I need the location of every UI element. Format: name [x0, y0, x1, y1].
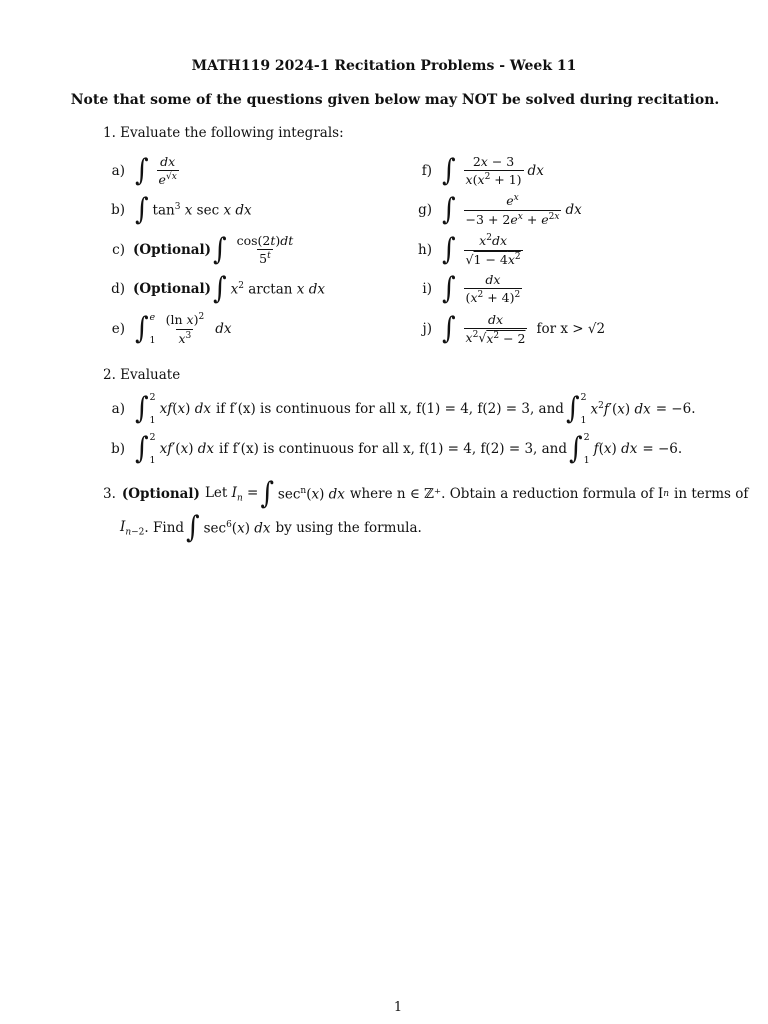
q1-item-g	[410, 191, 582, 229]
fraction: $\frac{dx}{x^2√x^2 - 2}$	[465, 312, 526, 346]
integral-sign: ∫	[569, 431, 583, 467]
q1-item-i	[410, 270, 526, 308]
item-label: a)	[111, 163, 125, 179]
fraction: $\frac{dx}{(x^2 + 4)^2}$	[465, 272, 521, 306]
q1-item-f	[410, 152, 544, 190]
item-label: j)	[422, 321, 432, 337]
definition: Let $I_n$ =	[204, 484, 259, 504]
result: = −6.	[642, 441, 683, 457]
question-2-label: 2. Evaluate	[103, 367, 181, 383]
integral-limits: e 1	[149, 312, 156, 346]
integral-sign: ∫	[442, 192, 456, 228]
q2-item-b	[103, 429, 682, 469]
differential: dx	[215, 321, 232, 337]
item-label: a)	[111, 401, 125, 417]
differential: dx	[527, 163, 544, 179]
differential: dx	[565, 202, 582, 218]
question-1-label: 1. Evaluate the following integrals:	[103, 125, 344, 141]
condition-text: if f′(x) is continuous for all x, f(1) = 4, f(2) = 3, and	[219, 441, 568, 457]
page-title: MATH119 2024-1 Recitation Problems - Week 11	[191, 58, 577, 74]
integrand: $x^2$ arctan x dx	[230, 280, 325, 298]
item-label: c)	[112, 242, 125, 258]
integrand: xf(x) dx	[159, 401, 211, 417]
integral-sign: ∫	[135, 311, 149, 347]
fraction: $\frac{(\ln x)^2}{x^3}$	[165, 312, 205, 346]
note-text: Note that some of the questions given below may NOT be solved during recitation.	[70, 92, 720, 108]
integral-sign: ∫	[135, 153, 149, 189]
item-label: b)	[111, 202, 125, 218]
integral-limits: 2 1	[583, 432, 590, 466]
fraction: $\frac{x^2dx}{√1 - 4x^2}$	[465, 233, 521, 267]
q3-line-1: 3. (Optional) Let $I_n$ = ∫ $\sec^n(x)$ dx where n ∈ ℤ⁺. Obtain a reduction formula of I n in terms of	[103, 476, 749, 512]
integral-sign: ∫	[442, 271, 456, 307]
q1-item-j	[410, 310, 605, 348]
q1-item-h	[410, 231, 527, 269]
reduction-target: $I_{n-2}$	[120, 518, 145, 538]
integral-limits: 2 1	[580, 392, 587, 426]
q1-item-c	[103, 231, 299, 269]
integral-sign: ∫	[135, 192, 149, 228]
optional-tag: (Optional)	[133, 242, 212, 258]
item-label: e)	[111, 321, 125, 337]
q1-item-a	[103, 153, 183, 189]
fraction: $\frac{2x - 3}{x(x^2 + 1)}$	[465, 154, 522, 188]
integral-sign: ∫	[442, 232, 456, 268]
task-text: where n ∈ ℤ⁺. Obtain a reduction formula of I	[349, 486, 664, 502]
optional-tag: (Optional)	[121, 486, 200, 502]
item-label: g)	[418, 202, 432, 218]
result: = −6.	[655, 401, 696, 417]
q1-item-d	[103, 272, 325, 306]
item-label: i)	[422, 281, 432, 297]
find-text: . Find	[144, 520, 185, 536]
integral-limits: 2 1	[149, 392, 156, 426]
q3-line-2	[120, 511, 422, 545]
integral-sign: ∫	[135, 391, 149, 427]
item-label: d)	[111, 281, 125, 297]
q1-item-e	[103, 309, 231, 349]
integral-sign: ∫	[135, 431, 149, 467]
integral-sign: ∫	[186, 510, 200, 546]
task-text-end: in terms of	[674, 486, 749, 502]
fraction: $\frac{e^x}{-3 + 2e^x + e^{2x}}$	[465, 193, 560, 227]
integral-sign: ∫	[260, 476, 274, 512]
condition: for x > √2	[536, 321, 606, 337]
fraction: $\frac{dx}{e^{√x}}$	[158, 154, 177, 188]
integral-sign: ∫	[213, 271, 227, 307]
optional-tag: (Optional)	[133, 281, 212, 297]
fraction: $\frac{\cos(2t)dt}{5^t}$	[236, 233, 294, 267]
item-label: b)	[111, 441, 125, 457]
page-number: 1	[393, 1000, 403, 1015]
integrand: $\sec^n(x)$ dx	[277, 485, 345, 503]
condition-text: if f′(x) is continuous for all x, f(1) = 4, f(2) = 3, and	[215, 401, 564, 417]
item-label: f)	[421, 163, 432, 179]
integrand: $\tan^3 x$ sec x dx	[152, 201, 252, 219]
item-label: h)	[418, 242, 432, 258]
integral-sign: ∫	[213, 232, 227, 268]
q2-item-a	[103, 389, 696, 429]
instruction-text: by using the formula.	[275, 520, 422, 536]
integrand: xf′(x) dx	[159, 441, 215, 457]
integrand: $\sec^6(x)$ dx	[203, 519, 271, 537]
integrand: $x^2f'(x)$ dx	[590, 400, 651, 418]
integral-limits: 2 1	[149, 432, 156, 466]
q1-item-b	[103, 193, 252, 227]
integrand: f(x) dx	[593, 441, 638, 457]
question-3-number: 3.	[103, 486, 116, 502]
integral-sign: ∫	[565, 391, 580, 427]
integral-sign: ∫	[442, 153, 456, 189]
integral-sign: ∫	[442, 311, 456, 347]
